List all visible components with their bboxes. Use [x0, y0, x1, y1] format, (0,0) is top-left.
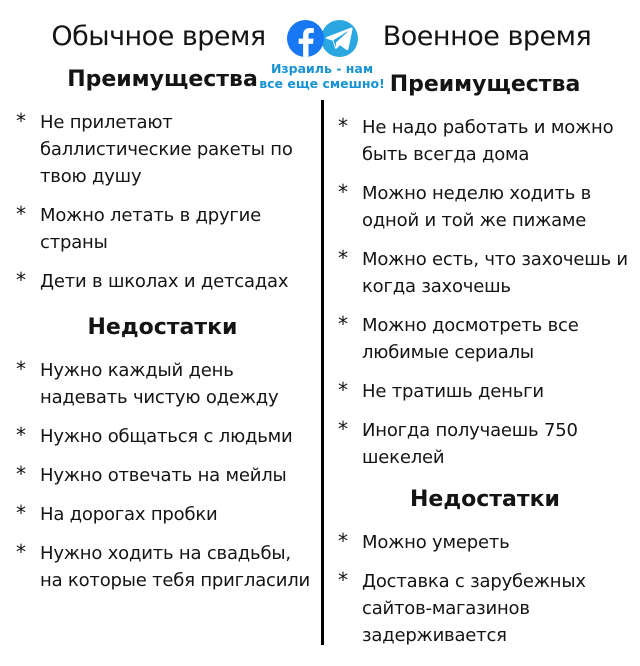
watermark-line-2: все еще смешно!: [259, 76, 385, 91]
list-item-text: Иногда получаешь 750 шекелей: [362, 420, 578, 468]
bullet-asterisk: *: [16, 462, 26, 486]
list-item: [336, 180, 634, 234]
list-item-text: Не тратишь деньги: [362, 381, 544, 402]
bullet-asterisk: *: [338, 246, 348, 270]
list-item: [14, 109, 311, 190]
list-item: [336, 312, 634, 366]
left-advantages-title: Преимущества: [67, 67, 258, 92]
bullet-asterisk: *: [338, 378, 348, 402]
list-item: [336, 417, 634, 471]
list-item: [336, 246, 634, 300]
watermark-badge: [252, 18, 392, 91]
bullet-asterisk: *: [338, 529, 348, 553]
list-item-text: Не надо работать и можно быть всегда дома: [362, 117, 614, 165]
list-item-text: Можно неделю ходить в одной и той же пижаме: [362, 183, 592, 231]
bullet-asterisk: *: [338, 312, 348, 336]
list-item-text: Можно летать в другие страны: [40, 205, 262, 253]
list-item-text: Дети в школах и детсадах: [40, 271, 289, 292]
bullet-asterisk: *: [16, 268, 26, 292]
watermark-line-1: Израиль - нам: [270, 61, 374, 76]
list-item: [336, 114, 634, 168]
bullet-asterisk: *: [16, 540, 26, 564]
bullet-asterisk: *: [338, 417, 348, 441]
bullet-asterisk: *: [16, 357, 26, 381]
list-item-text: Можно есть, что захочешь и когда захочешь: [362, 249, 628, 297]
right-disadvantages-title: Недостатки: [410, 487, 560, 512]
list-item: [336, 529, 634, 556]
list-item-text: Доставка с зарубежных сайтов-магазинов задерживается: [362, 571, 586, 646]
war-time-column: [324, 0, 640, 666]
right-advantages-list: [336, 114, 634, 471]
right-column-title: Военное время: [382, 21, 592, 52]
watermark-text: [252, 61, 392, 91]
list-item-text: Нужно ходить на свадьбы, на которые тебя пригласили: [40, 543, 311, 591]
list-item: [14, 423, 311, 450]
list-item-text: Нужно каждый день надевать чистую одежду: [40, 360, 279, 408]
list-item-text: Нужно общаться с людьми: [40, 426, 293, 447]
bullet-asterisk: *: [338, 114, 348, 138]
list-item: [14, 357, 311, 411]
list-item: [14, 462, 311, 489]
list-item: [14, 268, 311, 295]
list-item: [336, 378, 634, 405]
right-disadvantages-list: [336, 529, 634, 649]
bullet-asterisk: *: [16, 501, 26, 525]
list-item-text: Не прилетают баллистические ракеты по твою душу: [40, 112, 293, 187]
list-item: [14, 501, 311, 528]
bullet-asterisk: *: [16, 109, 26, 133]
social-icons: [252, 18, 392, 58]
left-advantages-list: [14, 109, 311, 295]
list-item-text: Нужно отвечать на мейлы: [40, 465, 287, 486]
list-item: [336, 568, 634, 649]
telegram-icon: [321, 20, 358, 57]
left-disadvantages-list: [14, 357, 311, 594]
list-item-text: Можно умереть: [362, 532, 510, 553]
bullet-asterisk: *: [338, 568, 348, 592]
left-disadvantages-title: Недостатки: [87, 315, 238, 340]
right-advantages-title: Преимущества: [389, 72, 581, 97]
facebook-icon: [287, 20, 324, 57]
bullet-asterisk: *: [16, 423, 26, 447]
list-item: [14, 540, 311, 594]
list-item-text: Можно досмотреть все любимые сериалы: [362, 315, 579, 363]
left-column-title: Обычное время: [51, 21, 266, 52]
bullet-asterisk: *: [16, 202, 26, 226]
list-item-text: На дорогах пробки: [40, 504, 218, 525]
list-item: [14, 202, 311, 256]
bullet-asterisk: *: [338, 180, 348, 204]
